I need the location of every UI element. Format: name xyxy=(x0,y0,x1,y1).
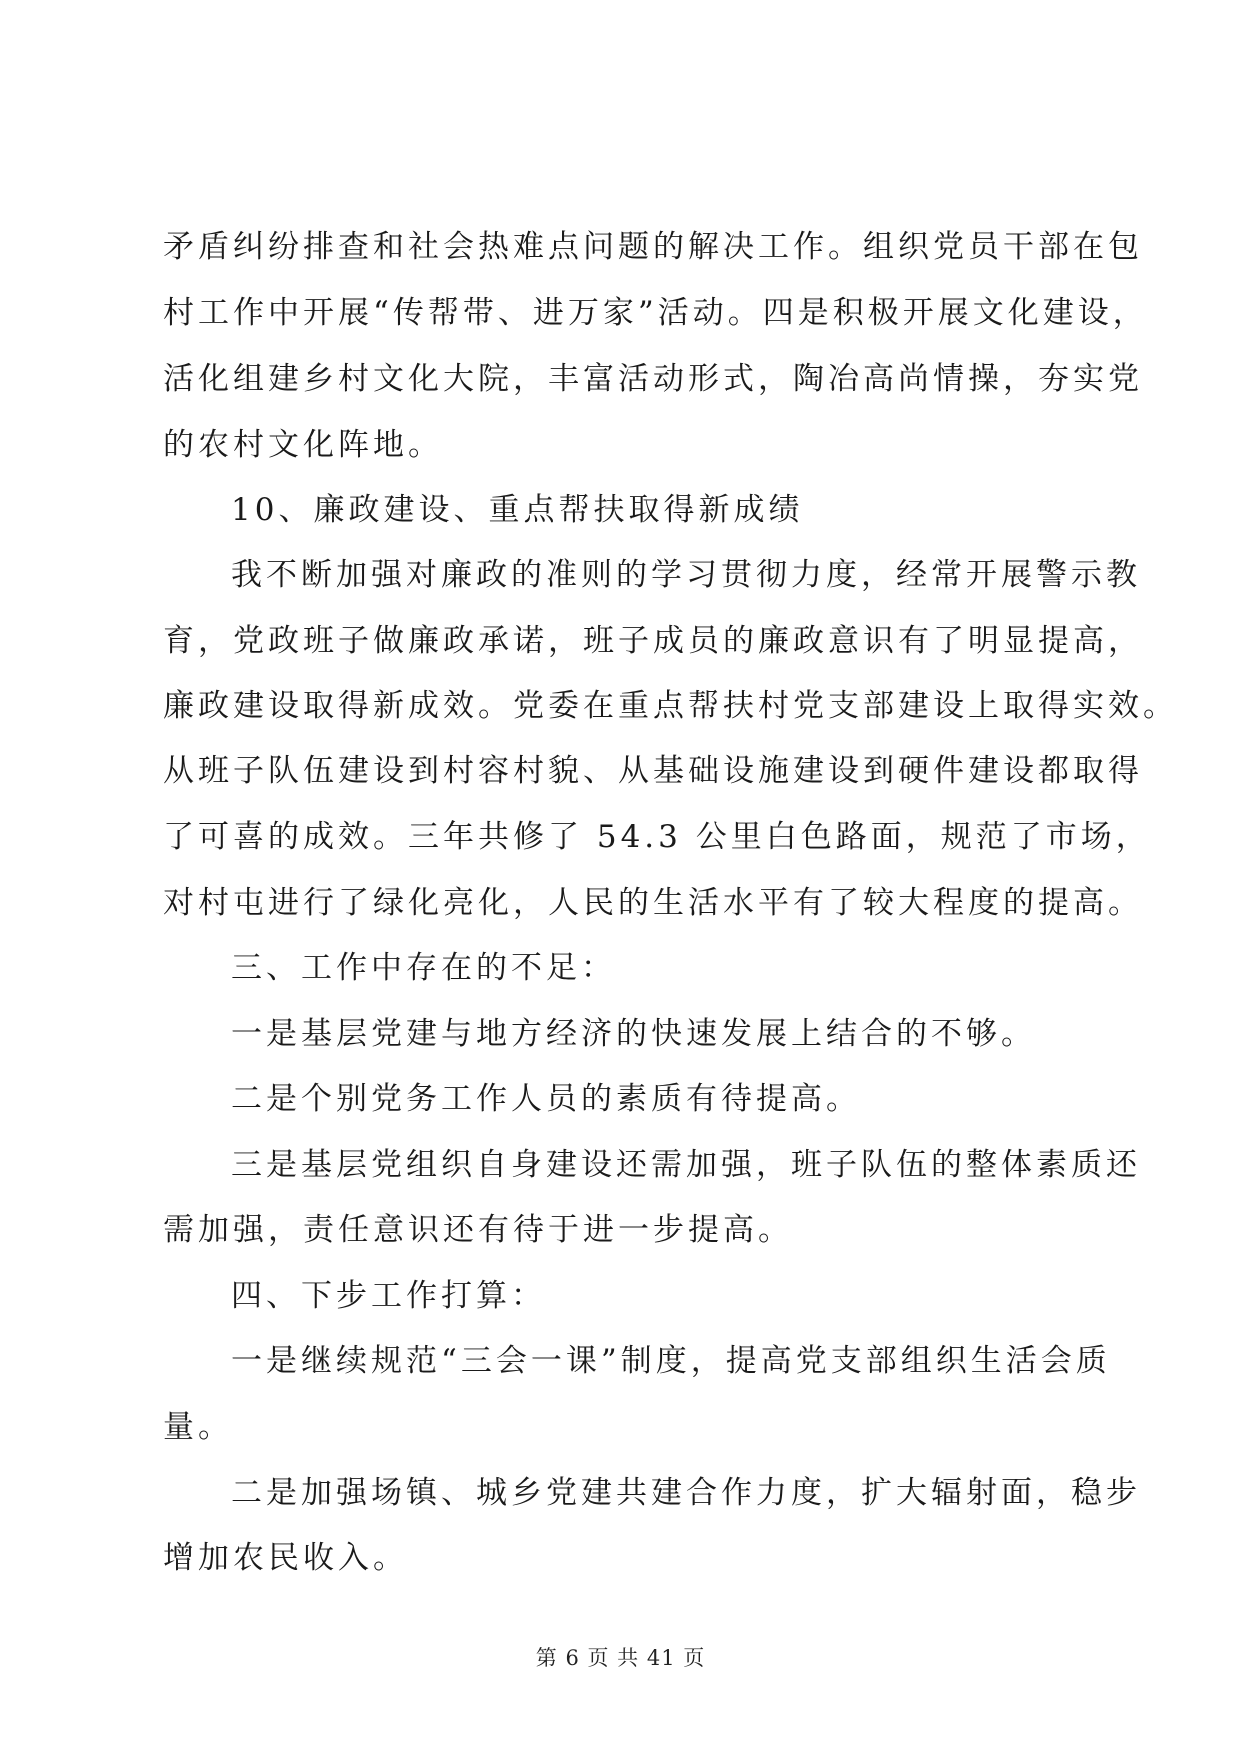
page-number-footer: 第 6 页 共 41 页 xyxy=(535,1646,706,1670)
text-line: 廉政建设取得新成效。党委在重点帮扶村党支部建设上取得实效。 xyxy=(163,688,1178,724)
text-line: 二是加强场镇、城乡党建共建合作力度，扩大辐射面，稳步 xyxy=(231,1475,1141,1511)
section-heading: 10、廉政建设、重点帮扶取得新成绩 xyxy=(231,492,804,528)
text-line: 一是继续规范“三会一课”制度，提高党支部组织生活会质 xyxy=(231,1343,1111,1379)
text-line: 二是个别党务工作人员的素质有待提高。 xyxy=(231,1081,861,1117)
section-heading: 四、下步工作打算： xyxy=(231,1278,546,1314)
text-line: 的农村文化阵地。 xyxy=(163,427,443,463)
text-line: 育，党政班子做廉政承诺，班子成员的廉政意识有了明显提高， xyxy=(163,623,1143,659)
text-line: 村工作中开展“传帮带、进万家”活动。四是积极开展文化建设， xyxy=(163,295,1148,331)
text-line: 我不断加强对廉政的准则的学习贯彻力度，经常开展警示教 xyxy=(231,557,1141,593)
text-line: 对村屯进行了绿化亮化，人民的生活水平有了较大程度的提高。 xyxy=(163,885,1143,921)
text-line: 一是基层党建与地方经济的快速发展上结合的不够。 xyxy=(231,1016,1036,1052)
section-heading: 三、工作中存在的不足： xyxy=(231,950,616,986)
text-line: 增加农民收入。 xyxy=(163,1540,408,1576)
text-line: 需加强，责任意识还有待于进一步提高。 xyxy=(163,1212,793,1248)
text-line: 量。 xyxy=(163,1409,233,1445)
text-line: 矛盾纠纷排查和社会热难点问题的解决工作。组织党员干部在包 xyxy=(163,229,1143,265)
text-line: 活化组建乡村文化大院，丰富活动形式，陶冶高尚情操，夯实党 xyxy=(163,361,1143,397)
text-line: 了可喜的成效。三年共修了 54.3 公里白色路面，规范了市场， xyxy=(163,819,1151,855)
text-line: 从班子队伍建设到村容村貌、从基础设施建设到硬件建设都取得 xyxy=(163,753,1143,789)
text-line: 三是基层党组织自身建设还需加强，班子队伍的整体素质还 xyxy=(231,1147,1141,1183)
